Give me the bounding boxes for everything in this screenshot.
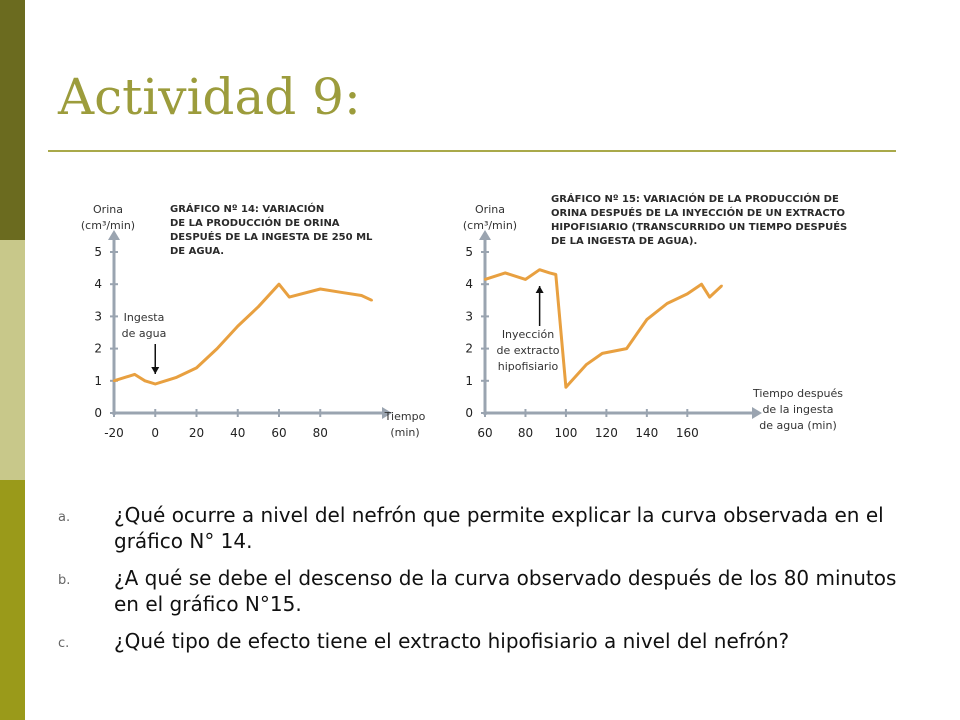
annotation-arrowhead xyxy=(536,286,544,293)
data-point xyxy=(708,296,710,298)
x-tick-label: 80 xyxy=(517,426,534,440)
data-point xyxy=(133,373,135,375)
data-point xyxy=(555,273,557,275)
data-point xyxy=(216,347,218,349)
question-item-a xyxy=(58,502,908,554)
question-marker: b. xyxy=(58,573,71,588)
data-point xyxy=(538,269,540,271)
y-tick-label: 5 xyxy=(465,245,473,259)
x-tick-label: 100 xyxy=(554,426,578,440)
data-point xyxy=(686,293,688,295)
x-tick-label: 80 xyxy=(312,426,328,440)
data-point xyxy=(360,294,362,296)
chart-title: DE LA INGESTA DE AGUA). xyxy=(551,236,698,247)
x-axis-label: (min) xyxy=(390,426,420,439)
annotation-label: de agua xyxy=(121,327,167,340)
question-text: ¿A qué se debe el descenso de la curva observado después de los 80 minutos en el gráfico N°15. xyxy=(114,566,897,616)
x-axis-label: Tiempo después xyxy=(752,387,844,400)
data-point xyxy=(484,278,486,280)
x-tick-label: 60 xyxy=(477,426,493,440)
x-tick-label: 120 xyxy=(594,426,618,440)
data-point xyxy=(144,380,146,382)
data-point xyxy=(154,383,156,385)
annotation-label: Inyección xyxy=(501,328,555,341)
chart-title: GRÁFICO Nº 14: VARIACIÓN xyxy=(170,204,325,215)
data-point xyxy=(288,296,290,298)
y-tick-label: 0 xyxy=(94,406,102,420)
y-tick-label: 3 xyxy=(94,309,102,324)
sidebar-stripe-bottom xyxy=(0,480,25,720)
x-axis-label: Tiempo xyxy=(384,410,426,423)
slide-title: Actividad 9: xyxy=(58,68,361,126)
x-tick-label: 20 xyxy=(188,426,205,440)
data-point xyxy=(175,376,177,378)
data-point xyxy=(700,283,702,285)
annotation-label: Ingesta xyxy=(123,311,165,324)
data-point xyxy=(278,283,280,285)
x-tick-label: -20 xyxy=(104,426,124,440)
x-tick-label: 60 xyxy=(271,426,287,440)
data-point xyxy=(319,288,321,290)
chart-grafico-14 xyxy=(78,188,438,453)
question-text: ¿Qué tipo de efecto tiene el extracto hipofisiario a nivel del nefrón? xyxy=(114,629,790,653)
chart-grafico-15 xyxy=(448,188,878,453)
x-axis-label: de la ingesta xyxy=(762,403,834,416)
chart-title: HIPOFISIARIO (TRANSCURRIDO UN TIEMPO DESPUÉS xyxy=(551,222,848,233)
data-point xyxy=(666,302,668,304)
annotation-label: hipofisiario xyxy=(497,360,559,373)
title-divider xyxy=(48,150,896,152)
question-text: ¿Qué ocurre a nivel del nefrón que permite explicar la curva observada en el gráfico N° 14. xyxy=(114,503,884,553)
data-point xyxy=(721,285,723,287)
data-point xyxy=(195,367,197,369)
data-point xyxy=(585,364,587,366)
x-tick-label: 160 xyxy=(675,426,699,440)
y-tick-label: 1 xyxy=(94,373,102,388)
data-point xyxy=(646,318,648,320)
chart-15-svg xyxy=(448,188,878,453)
y-tick-label: 4 xyxy=(465,277,473,292)
y-tick-label: 2 xyxy=(94,341,102,356)
y-axis-label: Orina xyxy=(93,203,123,216)
y-axis-label: Orina xyxy=(475,203,505,216)
chart-title: DESPUÉS DE LA INGESTA DE 250 ML xyxy=(170,232,373,243)
data-point xyxy=(340,291,342,293)
chart-14-svg xyxy=(78,188,438,453)
data-point xyxy=(601,352,603,354)
sidebar-stripe-top xyxy=(0,0,25,240)
question-item-c xyxy=(58,628,908,654)
question-marker: a. xyxy=(58,510,71,525)
chart-title: DE AGUA. xyxy=(170,246,225,257)
y-tick-label: 4 xyxy=(94,277,102,292)
x-tick-label: 40 xyxy=(230,426,246,440)
y-axis-label: (cm³/min) xyxy=(462,219,518,232)
x-tick-label: 140 xyxy=(635,426,659,440)
chart-title: GRÁFICO Nº 15: VARIACIÓN DE LA PRODUCCIÓN DE xyxy=(551,194,839,205)
x-axis-label: de agua (min) xyxy=(759,419,837,432)
y-tick-label: 0 xyxy=(465,406,473,420)
data-point xyxy=(504,272,506,274)
data-point xyxy=(565,386,567,388)
data-point xyxy=(524,278,526,280)
y-axis-label: (cm³/min) xyxy=(80,219,136,232)
sidebar-stripe-middle xyxy=(0,240,25,480)
x-axis-arrowhead xyxy=(752,407,762,419)
y-tick-label: 5 xyxy=(94,245,102,259)
y-tick-label: 1 xyxy=(465,373,473,388)
chart-title: DE LA PRODUCCIÓN DE ORINA xyxy=(170,218,340,229)
data-point xyxy=(371,299,373,301)
annotation-arrowhead xyxy=(151,367,159,374)
data-point xyxy=(237,325,239,327)
x-tick-label: 0 xyxy=(151,426,160,440)
question-marker: c. xyxy=(58,636,70,651)
question-list xyxy=(58,502,908,665)
data-point xyxy=(625,347,627,349)
annotation-label: de extracto xyxy=(496,344,560,357)
data-point xyxy=(549,272,551,274)
question-item-b xyxy=(58,565,908,617)
chart-title: ORINA DESPUÉS DE LA INYECCIÓN DE UN EXTRACTO xyxy=(551,208,845,219)
data-point xyxy=(257,306,259,308)
y-tick-label: 2 xyxy=(465,341,473,356)
y-tick-label: 3 xyxy=(465,309,473,324)
data-point xyxy=(113,380,115,382)
